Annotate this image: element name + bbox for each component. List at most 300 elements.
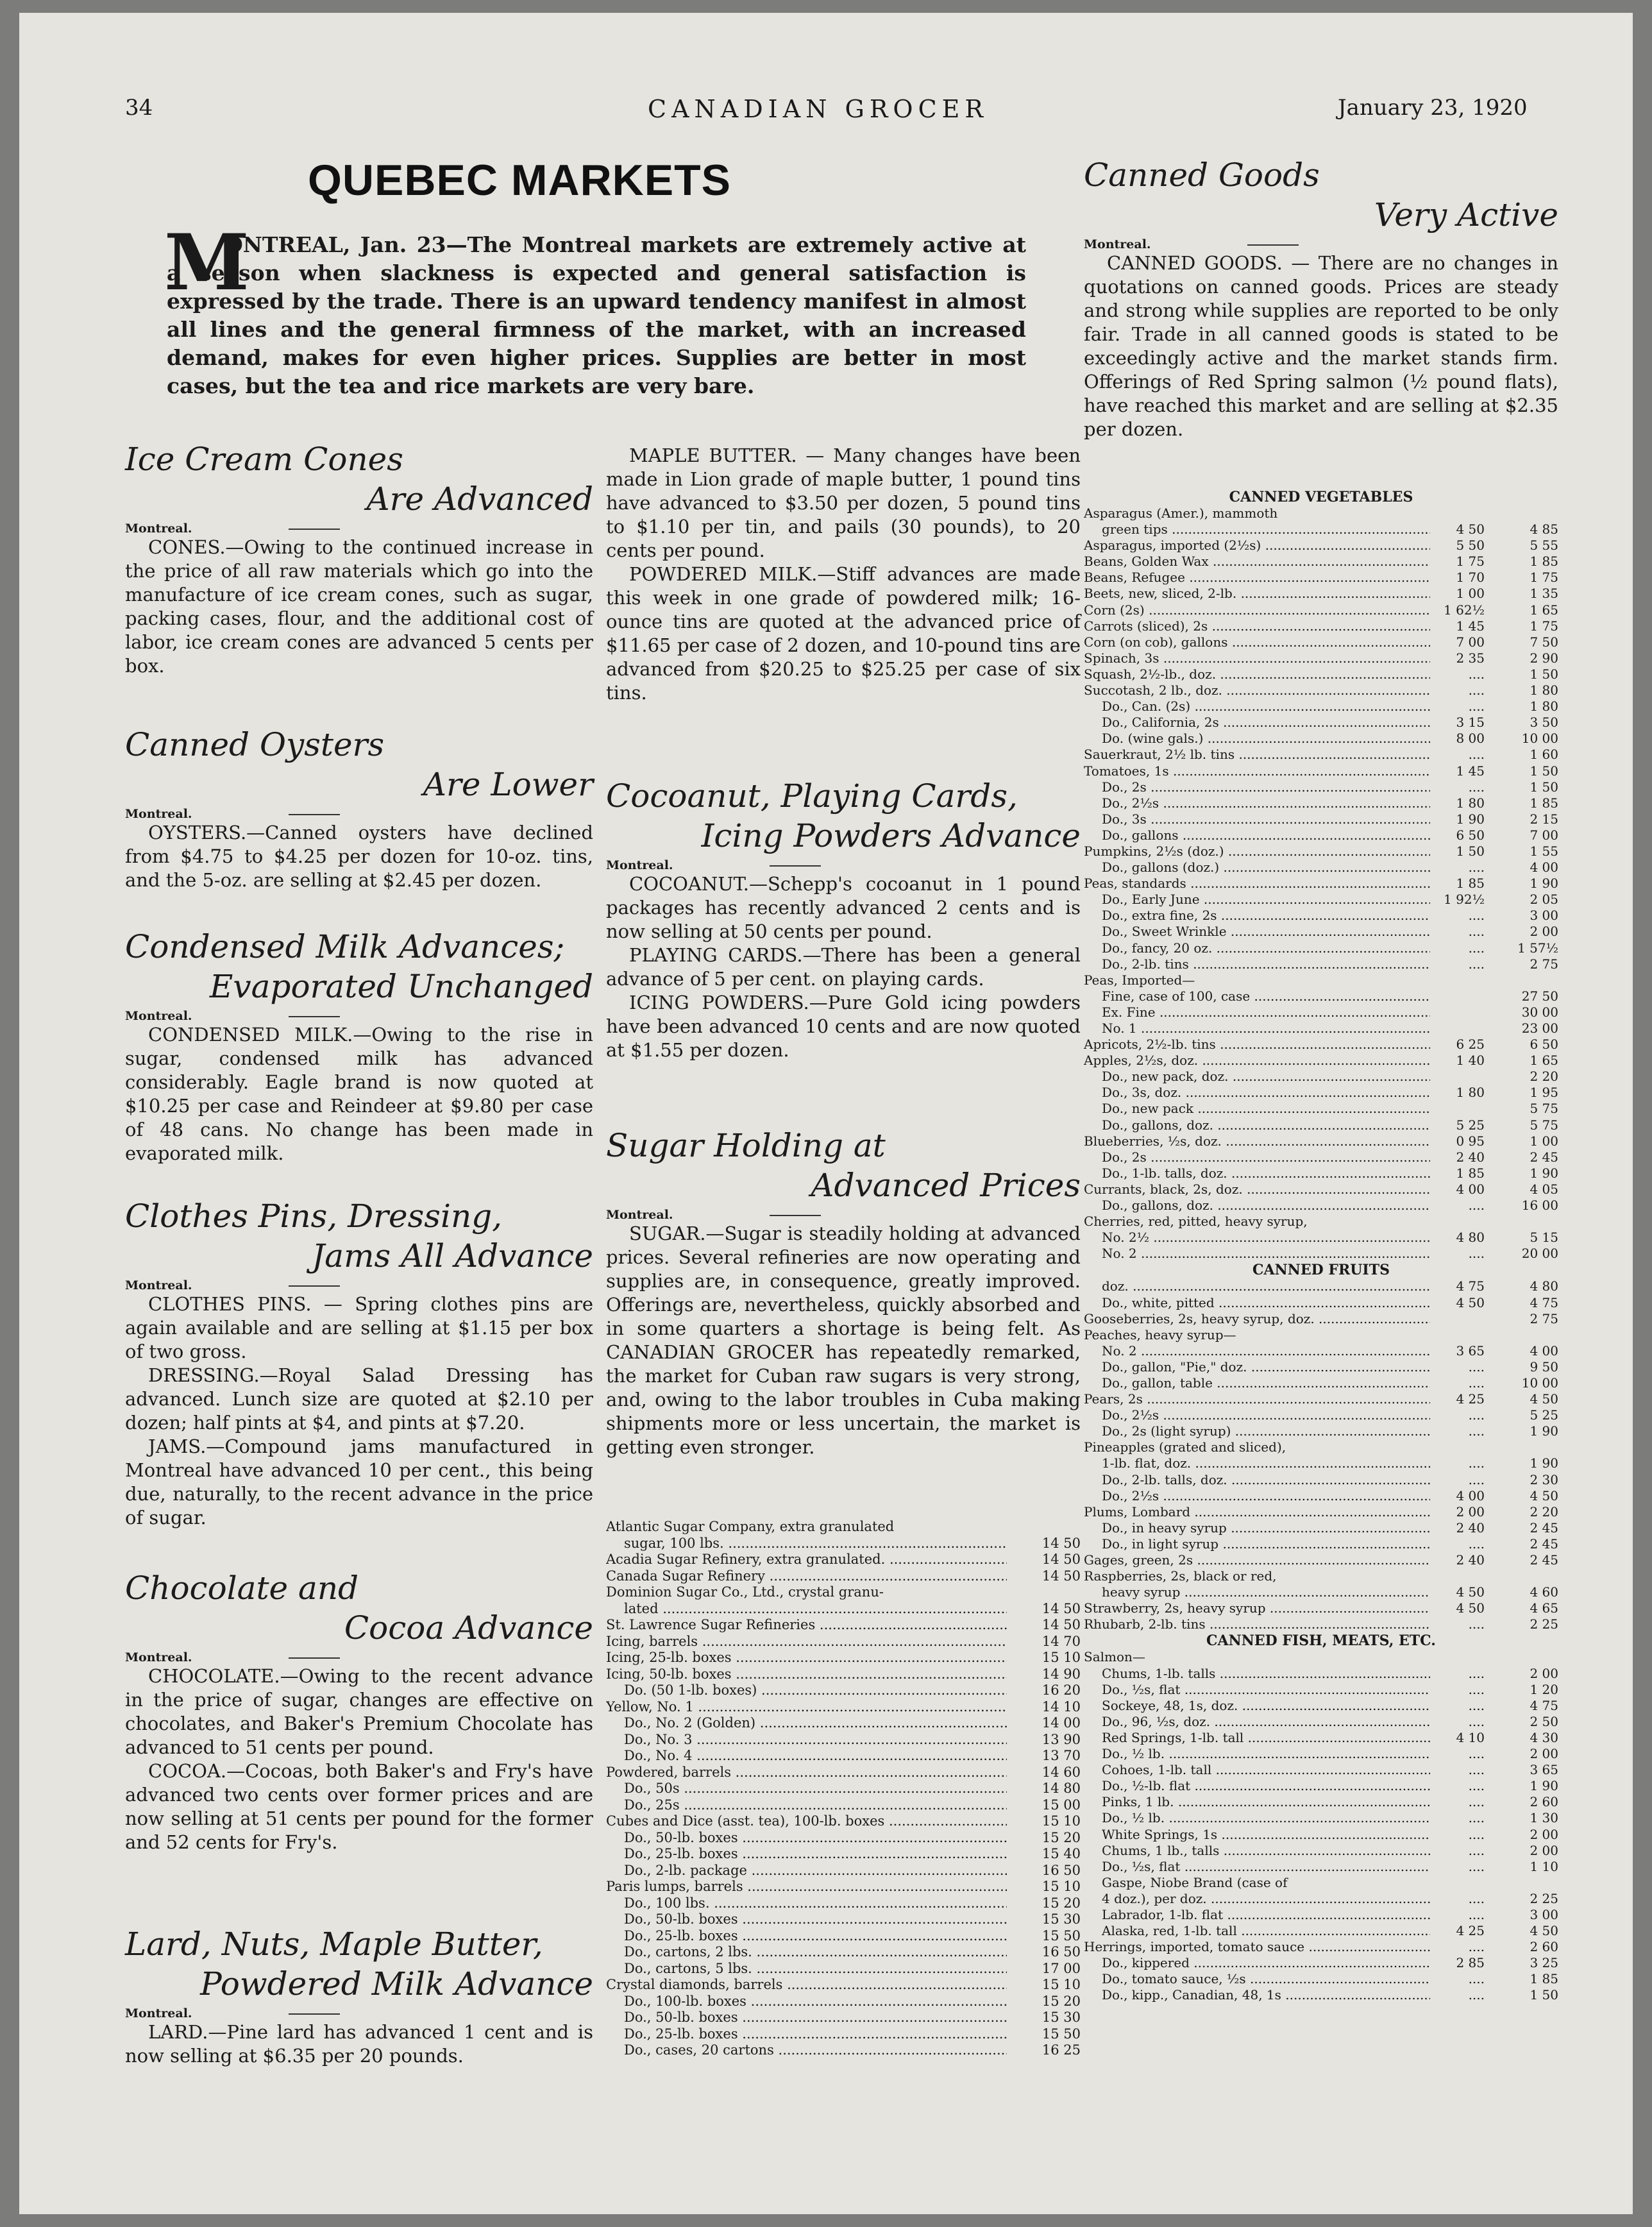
table-row: [1084, 666, 1558, 682]
item-name: Do., cartons, 2 lbs. .....: [606, 1944, 1007, 1961]
price-low: ....: [1468, 940, 1485, 956]
price-high: 2 25: [1530, 1616, 1558, 1632]
item-name: Do., 2½s .....: [1084, 1488, 1430, 1504]
price-high: [1485, 972, 1558, 988]
table-row: [1084, 1600, 1558, 1616]
table-row: [1084, 811, 1558, 827]
price-low: [1430, 1568, 1485, 1584]
item-price: 15 20: [1041, 1829, 1081, 1845]
price-low: 2 40: [1456, 1520, 1485, 1536]
item-name: Gaspe, Niobe Brand (case of: [1102, 1874, 1288, 1890]
section-heading: Condensed Milk Advances; Evaporated Unchanged: [125, 928, 593, 1005]
item-price: 13 70: [1041, 1748, 1081, 1763]
table-row: [1084, 1069, 1558, 1085]
price-low: 4 10: [1456, 1729, 1485, 1745]
item-name: Pineapples (grated and sliced),: [1084, 1439, 1286, 1455]
item-name: Plums, Lombard .....: [1084, 1504, 1430, 1520]
item-name: green tips .....: [1084, 521, 1430, 538]
table-row: [1084, 892, 1558, 908]
item-name: Raspberries, 2s, black or red,: [1084, 1568, 1277, 1584]
item-price: 14 50: [1041, 1617, 1081, 1632]
table-row: [1084, 763, 1558, 779]
price-high: 2 25: [1530, 1890, 1558, 1906]
price-high: 1 90: [1530, 1455, 1558, 1471]
table-row: [1084, 699, 1558, 715]
table-row: [1084, 1778, 1558, 1794]
price-low: 7 00: [1456, 634, 1485, 650]
canned-goods-price-table: [1084, 489, 1558, 2004]
price-high: 23 00: [1521, 1020, 1558, 1036]
section-heading: Lard, Nuts, Maple Butter, Powdered Milk Advance: [125, 1926, 593, 2003]
price-high: 3 50: [1530, 715, 1558, 731]
table-row: [1084, 602, 1558, 618]
item-price: 14 60: [1041, 1764, 1081, 1780]
item-price: 15 10: [1041, 1879, 1081, 1894]
table-row: [1084, 779, 1558, 795]
price-high: 1 80: [1530, 699, 1558, 715]
section-cocoanut: [606, 776, 1081, 1062]
price-low: 4 50: [1456, 1294, 1485, 1310]
item-name: Do., gallons (doz.) .....: [1084, 859, 1430, 876]
table-row: [1084, 1375, 1558, 1391]
item-price: 16 50: [1041, 1944, 1081, 1960]
item-price: 14 50: [1041, 1600, 1081, 1616]
table-row: [1084, 843, 1558, 859]
price-high: 2 00: [1530, 1842, 1558, 1858]
price-low: [1430, 988, 1485, 1004]
price-high: [1485, 1327, 1558, 1343]
price-low: 1 70: [1456, 570, 1485, 586]
item-name: No. 2 .....: [1084, 1343, 1430, 1359]
section-heading: Clothes Pins, Dressing, Jams All Advance: [125, 1198, 593, 1274]
table-row: [1084, 1117, 1558, 1133]
item-name: 1-lb. flat, doz. .....: [1084, 1455, 1430, 1471]
item-name: Do., ½-lb. flat .....: [1084, 1778, 1430, 1794]
price-high: 4 85: [1530, 521, 1558, 538]
section-chocolate-cocoa: [125, 1568, 593, 1854]
table-row: [1084, 1955, 1558, 1971]
table-row: [1084, 1794, 1558, 1810]
item-name: Crystal diamonds, barrels .....: [606, 1977, 1007, 1994]
table-row: [1084, 1053, 1558, 1069]
price-low: [1430, 1649, 1485, 1665]
table-row: [1084, 972, 1558, 988]
price-high: 2 00: [1530, 1746, 1558, 1762]
table-row: [606, 1682, 1081, 1699]
section-clothes-pins: [125, 1196, 593, 1530]
price-low: 1 50: [1456, 843, 1485, 859]
table-row: [1084, 1085, 1558, 1101]
price-high: 20 00: [1521, 1246, 1558, 1262]
price-high: 1 35: [1530, 586, 1558, 602]
price-high: 2 45: [1530, 1536, 1558, 1552]
paragraph: DRESSING.—Royal Salad Dressing has advanced. Lunch size are quoted at $2.10 per dozen; half pints at $4, and pints at $7.20.: [125, 1364, 593, 1434]
price-low: ....: [1468, 1407, 1485, 1423]
price-low: ....: [1468, 1906, 1485, 1922]
table-row: [1084, 1891, 1558, 1907]
table-row: [1084, 1165, 1558, 1181]
item-name: Yellow, No. 1 .....: [606, 1699, 1007, 1716]
price-low: ....: [1468, 1842, 1485, 1858]
item-name: Do., 50-lb. boxes .....: [606, 1911, 1007, 1928]
item-name: Currants, black, 2s, doz. .....: [1084, 1181, 1430, 1198]
item-name: Do. (wine gals.) .....: [1084, 731, 1430, 747]
item-name: Do., 2s (light syrup) .....: [1084, 1423, 1430, 1439]
table-row: [606, 1911, 1081, 1928]
price-low: ....: [1468, 1665, 1485, 1681]
table-row: [1084, 1407, 1558, 1423]
item-price: [1007, 1584, 1081, 1601]
item-name: Acadia Sugar Refinery, extra granulated. .....: [606, 1552, 1007, 1568]
table-row: [1084, 1278, 1558, 1294]
price-low: [1430, 1875, 1485, 1891]
price-high: 4 50: [1530, 1923, 1558, 1939]
price-low: ....: [1468, 1810, 1485, 1826]
table-row: [1084, 538, 1558, 554]
item-name: Carrots (sliced), 2s .....: [1084, 618, 1430, 634]
price-low: 2 40: [1456, 1552, 1485, 1568]
price-high: 6 50: [1530, 1037, 1558, 1053]
item-price: 16 20: [1041, 1682, 1081, 1698]
price-low: 4 25: [1456, 1391, 1485, 1407]
price-high: 2 15: [1530, 811, 1558, 827]
table-row: [1084, 1295, 1558, 1311]
table-row: [1084, 1149, 1558, 1165]
drop-cap: M: [164, 217, 249, 308]
table-subheading: CANNED VEGETABLES: [1229, 489, 1413, 505]
price-high: 1 75: [1530, 570, 1558, 586]
section-heading: Canned Goods Very Active: [1084, 157, 1558, 233]
item-name: Icing, 50-lb. boxes .....: [606, 1666, 1007, 1683]
item-name: Do., cases, 20 cartons .....: [606, 2042, 1007, 2059]
table-row: [606, 1813, 1081, 1830]
table-row: [1084, 586, 1558, 602]
table-row: [1084, 1536, 1558, 1552]
price-low: 2 00: [1456, 1503, 1485, 1520]
table-row: [606, 2026, 1081, 2043]
price-high: 1 60: [1530, 747, 1558, 763]
table-subheading: CANNED FISH, MEATS, ETC.: [1206, 1632, 1436, 1650]
table-row: [1084, 1246, 1558, 1262]
table-row: [606, 1715, 1081, 1732]
section-canned-goods: [1084, 155, 1558, 441]
price-high: 10 00: [1521, 1375, 1558, 1391]
table-row: [606, 1977, 1081, 1994]
table-row: [1084, 1859, 1558, 1875]
item-name: Do., gallons .....: [1084, 827, 1430, 843]
price-high: 10 00: [1521, 731, 1558, 747]
price-high: 5 55: [1530, 538, 1558, 554]
price-high: 2 45: [1530, 1149, 1558, 1165]
price-low: ....: [1468, 699, 1485, 715]
sugar-price-table: [606, 1519, 1081, 2059]
item-price: 15 30: [1041, 2010, 1081, 2025]
price-low: ....: [1468, 924, 1485, 940]
item-name: Red Springs, 1-lb. tall .....: [1084, 1730, 1430, 1746]
table-row: [1084, 1584, 1558, 1600]
table-row: [1084, 1520, 1558, 1536]
item-name: Beets, new, sliced, 2-lb. .....: [1084, 586, 1430, 602]
item-name: Do., 100-lb. boxes .....: [606, 1994, 1007, 2010]
item-price: 17 00: [1041, 1960, 1081, 1976]
price-low: ....: [1468, 747, 1485, 763]
table-row: [1084, 1875, 1558, 1891]
item-price: 16 25: [1041, 2042, 1081, 2058]
item-name: Powdered, barrels .....: [606, 1765, 1007, 1781]
item-name: Gages, green, 2s .....: [1084, 1552, 1430, 1568]
table-row: [606, 1666, 1081, 1683]
price-high: 4 50: [1530, 1487, 1558, 1503]
price-low: 1 45: [1456, 618, 1485, 634]
item-name: Apples, 2½s, doz. .....: [1084, 1053, 1430, 1069]
table-row: [1084, 1391, 1558, 1407]
price-high: 4 30: [1530, 1729, 1558, 1745]
section-heading: Canned Oysters Are Lower: [125, 726, 593, 803]
item-name: Do., No. 4 .....: [606, 1748, 1007, 1765]
item-price: 15 30: [1041, 1911, 1081, 1927]
table-row: [606, 1994, 1081, 2010]
publication-title: CANADIAN GROCER: [648, 95, 989, 123]
table-row: [1084, 1439, 1558, 1455]
item-name: Asparagus, imported (2½s) .....: [1084, 538, 1430, 554]
price-low: ....: [1468, 1987, 1485, 2003]
table-row: [606, 1634, 1081, 1650]
price-low: ....: [1468, 1471, 1485, 1487]
price-high: 1 50: [1530, 763, 1558, 779]
table-row: [606, 1797, 1081, 1814]
table-row: [1084, 1616, 1558, 1632]
price-low: ....: [1468, 1971, 1485, 1987]
item-price: 15 10: [1041, 1650, 1081, 1665]
dateline: Montreal.: [606, 858, 1081, 872]
price-low: ....: [1468, 908, 1485, 924]
item-name: Cherries, red, pitted, heavy syrup,: [1084, 1214, 1308, 1230]
paragraph: CANNED GOODS. — There are no changes in quotations on canned goods. Prices are steady and strong while supplies are reported to be only fair. Trade in all canned goods is stated to be exceedingly active and the market stands firm. Offerings of Red Spring salmon (½ pound flats), have reached this market and are selling at $2.35 per dozen.: [1084, 252, 1558, 440]
price-low: ....: [1468, 859, 1485, 876]
price-high: 4 00: [1530, 1342, 1558, 1359]
table-row: [1084, 1037, 1558, 1053]
price-high: 1 85: [1530, 795, 1558, 811]
item-name: Pears, 2s .....: [1084, 1391, 1430, 1407]
price-high: 1 90: [1530, 1165, 1558, 1181]
table-row: [1084, 1004, 1558, 1020]
table-row: [606, 1748, 1081, 1765]
item-name: Do., gallon, "Pie," doz. .....: [1084, 1359, 1430, 1375]
item-name: Salmon—: [1084, 1649, 1145, 1665]
table-row: [1084, 1020, 1558, 1037]
price-high: 1 90: [1530, 876, 1558, 892]
table-row: [606, 2010, 1081, 2026]
table-row: [606, 1879, 1081, 1895]
item-name: No. 2 .....: [1084, 1246, 1430, 1262]
price-high: 1 00: [1530, 1133, 1558, 1149]
item-name: Do., No. 2 (Golden) .....: [606, 1715, 1007, 1732]
price-low: ....: [1468, 1455, 1485, 1471]
item-name: Atlantic Sugar Company, extra granulated: [606, 1519, 895, 1534]
paragraph: CLOTHES PINS. — Spring clothes pins are again available and are selling at $1.15 per box of two gross.: [125, 1293, 593, 1362]
table-row: [1084, 908, 1558, 924]
price-high: 2 45: [1530, 1552, 1558, 1568]
item-name: Corn (on cob), gallons .....: [1084, 634, 1430, 650]
section-sugar: [606, 1126, 1081, 1459]
price-high: 4 75: [1530, 1697, 1558, 1713]
price-low: [1430, 1311, 1485, 1327]
table-row: [606, 1568, 1081, 1585]
price-high: 1 65: [1530, 602, 1558, 618]
price-high: 1 10: [1530, 1858, 1558, 1874]
price-high: 4 80: [1530, 1278, 1558, 1294]
item-name: Do., 100 lbs. .....: [606, 1895, 1007, 1912]
page-title: QUEBEC MARKETS: [308, 156, 732, 205]
item-price: 14 50: [1041, 1568, 1081, 1584]
price-low: ....: [1468, 1778, 1485, 1794]
table-row: [1084, 827, 1558, 843]
price-low: 1 90: [1456, 811, 1485, 827]
issue-date: January 23, 1920: [1338, 95, 1528, 121]
item-name: Do., gallons, doz. .....: [1084, 1117, 1430, 1133]
price-low: 3 15: [1456, 715, 1485, 731]
item-price: 14 10: [1041, 1698, 1081, 1715]
price-high: 16 00: [1521, 1198, 1558, 1214]
item-name: Do., 96, ½s, doz. .....: [1084, 1714, 1430, 1730]
price-low: ....: [1468, 1616, 1485, 1632]
table-row: [1084, 650, 1558, 666]
item-name: Tomatoes, 1s .....: [1084, 763, 1430, 779]
item-name: Do., 2-lb. talls, doz. .....: [1084, 1472, 1430, 1488]
item-name: Pinks, 1 lb. .....: [1084, 1794, 1430, 1810]
price-high: 2 00: [1530, 1826, 1558, 1842]
price-high: 27 50: [1521, 988, 1558, 1004]
item-name: lated .....: [606, 1601, 1007, 1618]
price-high: 2 05: [1530, 892, 1558, 908]
table-row: [1084, 1472, 1558, 1488]
price-high: 2 75: [1530, 1310, 1558, 1326]
item-price: 15 50: [1041, 1927, 1081, 1943]
item-price: 15 10: [1041, 1813, 1081, 1829]
item-name: Sauerkraut, 2½ lb. tins .....: [1084, 747, 1430, 763]
item-name: Do., 25-lb. boxes .....: [606, 1928, 1007, 1945]
item-name: Do., kipp., Canadian, 48, 1s .....: [1084, 1987, 1430, 2003]
price-high: 4 05: [1530, 1181, 1558, 1197]
item-name: Peas, Imported—: [1084, 972, 1195, 988]
price-low: ....: [1468, 1697, 1485, 1713]
table-row: [1084, 570, 1558, 586]
dateline: Montreal.: [125, 2006, 593, 2020]
item-name: Do., extra fine, 2s .....: [1084, 908, 1430, 924]
price-low: [1430, 1004, 1485, 1020]
price-high: [1485, 1875, 1558, 1891]
price-high: 1 50: [1530, 666, 1558, 682]
price-low: 1 62½: [1444, 602, 1485, 618]
price-low: [1430, 1069, 1485, 1085]
price-low: [1430, 1214, 1485, 1230]
table-row: [1084, 1327, 1558, 1343]
item-name: Spinach, 3s .....: [1084, 650, 1430, 666]
item-price: 14 50: [1041, 1552, 1081, 1567]
item-name: Corn (2s) .....: [1084, 602, 1430, 618]
table-row: [1084, 1923, 1558, 1939]
dateline: Montreal.: [125, 1650, 593, 1664]
section-condensed-milk: [125, 927, 593, 1165]
price-high: 4 75: [1530, 1294, 1558, 1310]
paragraph: ICING POWDERS.—Pure Gold icing powders have been advanced 10 cents and are now quoted at $1.55 per dozen.: [606, 992, 1081, 1061]
price-high: 9 50: [1530, 1359, 1558, 1375]
paragraph: POWDERED MILK.—Stiff advances are made this week in one grade of powdered milk; 16-ounce tins are quoted at the advanced price of $11.65 per case of 2 dozen, and 10-pound tins are advanced from $20.25 to $25.25 per case of six tins.: [606, 563, 1081, 704]
price-low: [1430, 1327, 1485, 1343]
section-canned-oysters: [125, 725, 593, 892]
item-price: 15 00: [1041, 1797, 1081, 1813]
price-low: ....: [1468, 956, 1485, 972]
price-low: ....: [1468, 1939, 1485, 1955]
item-name: Paris lumps, barrels .....: [606, 1879, 1007, 1895]
price-low: [1430, 1439, 1485, 1455]
dateline: Montreal.: [606, 1208, 1081, 1222]
table-row: [1084, 1682, 1558, 1698]
price-high: [1485, 505, 1558, 521]
item-name: Cubes and Dice (asst. tea), 100-lb. boxes .....: [606, 1813, 1007, 1830]
price-high: [1485, 1568, 1558, 1584]
table-row: [1084, 1827, 1558, 1843]
price-low: 2 35: [1456, 650, 1485, 666]
price-high: 2 30: [1530, 1471, 1558, 1487]
table-row: [1084, 521, 1558, 538]
table-row: [1084, 1230, 1558, 1246]
item-name: Do., new pack .....: [1084, 1101, 1430, 1117]
item-price: 14 90: [1041, 1666, 1081, 1682]
item-name: Do., white, pitted .....: [1084, 1295, 1430, 1311]
price-high: [1485, 1439, 1558, 1455]
item-name: Chums, 1-lb. talls .....: [1084, 1666, 1430, 1682]
table-row: [606, 1536, 1081, 1552]
price-low: [1430, 1020, 1485, 1037]
item-name: Do., ½ lb. .....: [1084, 1746, 1430, 1762]
price-low: ....: [1468, 666, 1485, 682]
price-low: ....: [1468, 1423, 1485, 1439]
dateline: Montreal.: [125, 807, 593, 821]
table-row: [606, 1895, 1081, 1912]
table-row: [606, 1650, 1081, 1666]
item-name: Do., 3s .....: [1084, 811, 1430, 827]
table-row: [1084, 1746, 1558, 1762]
item-price: 14 80: [1041, 1781, 1081, 1796]
table-row: [1084, 682, 1558, 699]
item-name: Do., in light syrup .....: [1084, 1536, 1430, 1552]
item-name: Do., 50s .....: [606, 1781, 1007, 1797]
item-name: Do., Early June .....: [1084, 892, 1430, 908]
price-high: 4 00: [1530, 859, 1558, 876]
price-high: 2 45: [1530, 1520, 1558, 1536]
price-high: 2 60: [1530, 1939, 1558, 1955]
price-high: 3 25: [1530, 1955, 1558, 1971]
table-row: [606, 1732, 1081, 1749]
page: [19, 13, 1633, 2214]
price-high: [1485, 1214, 1558, 1230]
table-row: [606, 1765, 1081, 1781]
price-high: 2 20: [1530, 1503, 1558, 1520]
item-name: sugar, 100 lbs. .....: [606, 1536, 1007, 1552]
table-row: [1084, 1730, 1558, 1746]
item-name: Cohoes, 1-lb. tall .....: [1084, 1762, 1430, 1778]
dateline: Montreal.: [125, 1278, 593, 1292]
table-row: [1084, 505, 1558, 521]
table-row: [606, 1519, 1081, 1536]
item-name: Do., fancy, 20 oz. .....: [1084, 940, 1430, 956]
paragraph: PLAYING CARDS.—There has been a general advance of 5 per cent. on playing cards.: [606, 944, 1081, 990]
table-row: [1084, 956, 1558, 972]
price-low: 2 85: [1456, 1955, 1485, 1971]
price-high: 30 00: [1521, 1004, 1558, 1020]
price-low: ....: [1468, 1198, 1485, 1214]
